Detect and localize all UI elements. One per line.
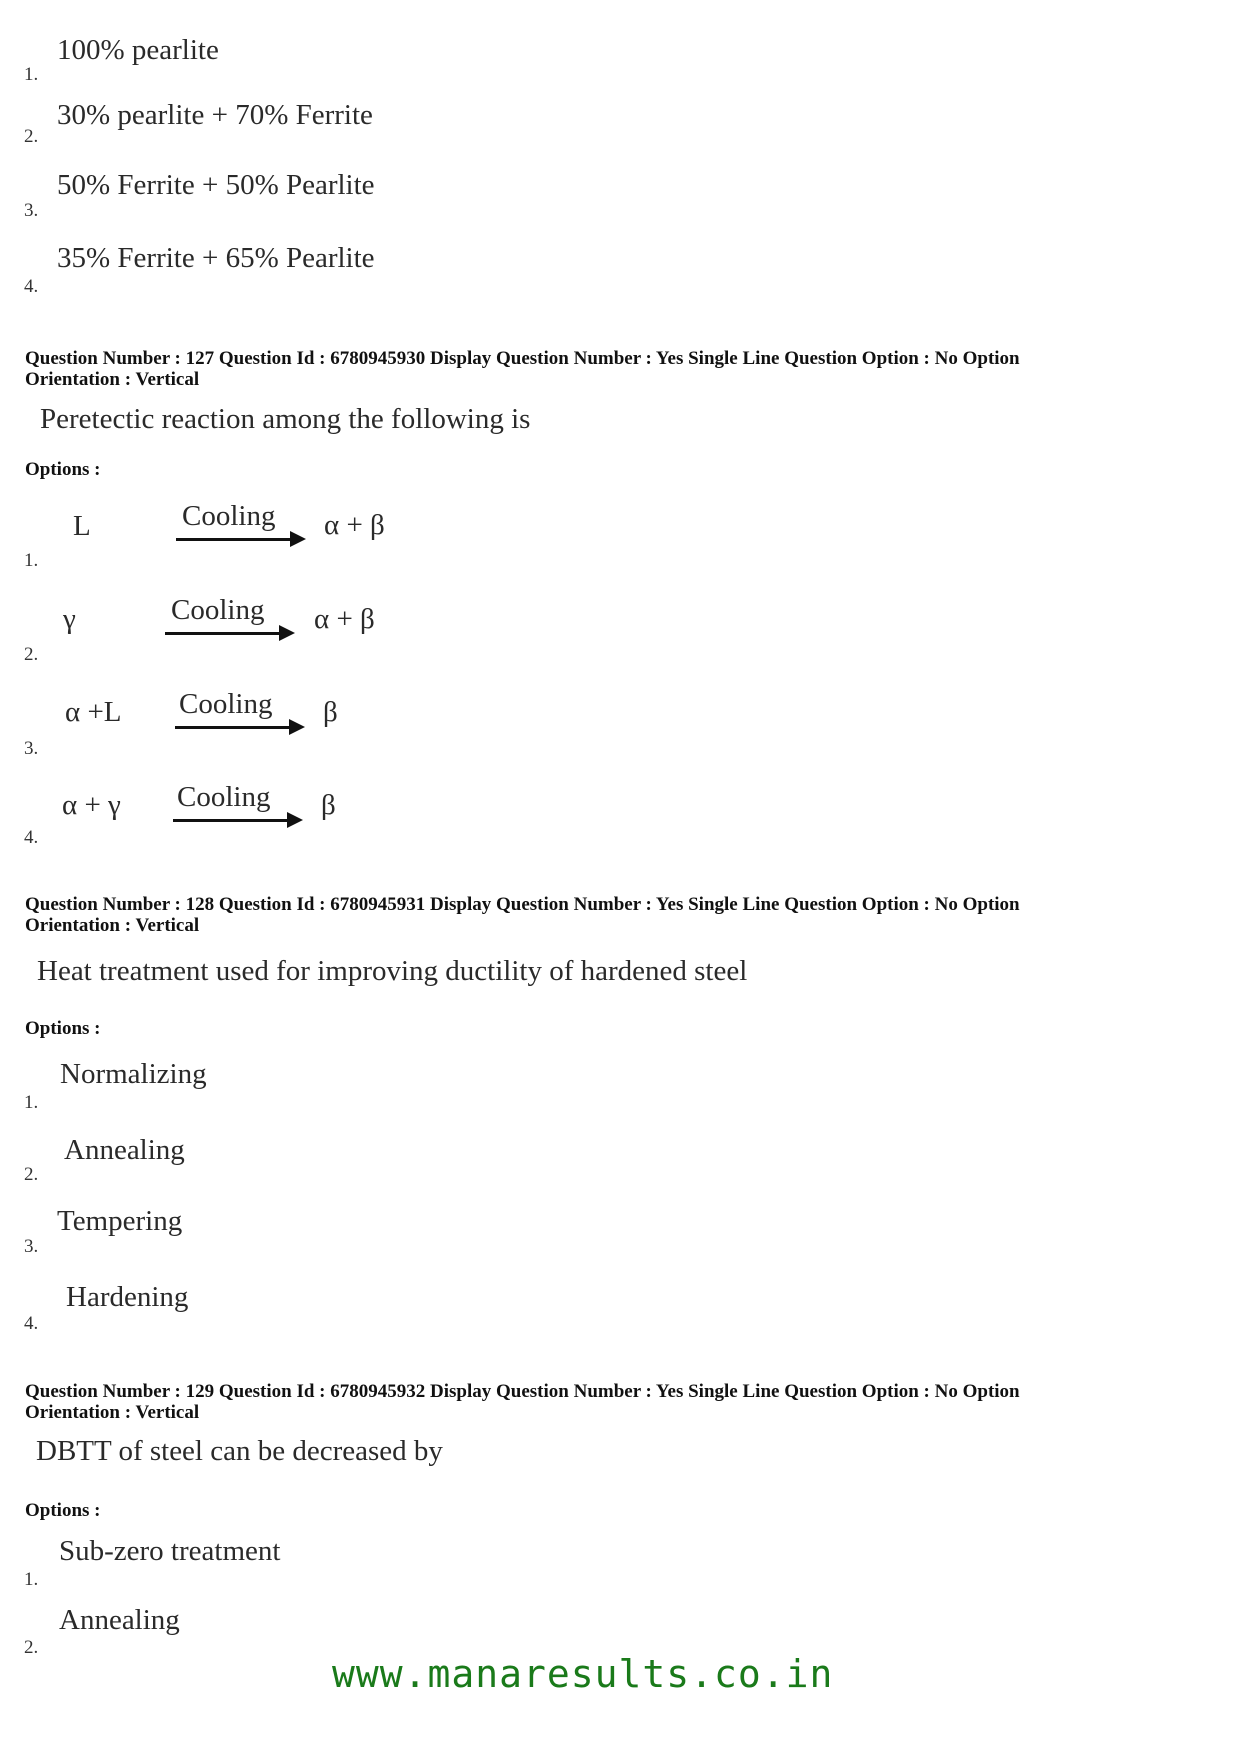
option-number: 1. — [24, 1092, 39, 1113]
option-number: 4. — [24, 276, 39, 297]
option-text: 50% Ferrite + 50% Pearlite — [57, 169, 375, 201]
option-number: 4. — [24, 1313, 39, 1334]
arrow-label: Cooling — [171, 594, 265, 626]
cooling-arrow — [173, 781, 303, 831]
option-text: Tempering — [57, 1205, 183, 1237]
cooling-arrow — [176, 500, 306, 550]
option-text: 30% pearlite + 70% Ferrite — [57, 99, 373, 131]
question-meta: Question Number : 128 Question Id : 6780945931 Display Question Number : Yes Single Line Question Option : No Option — [25, 894, 1020, 915]
arrow-head-icon — [279, 625, 295, 641]
question-text: DBTT of steel can be decreased by — [36, 1435, 443, 1467]
question-meta-orientation: Orientation : Vertical — [25, 369, 200, 390]
cooling-arrow — [165, 594, 295, 644]
option-text: 35% Ferrite + 65% Pearlite — [57, 242, 375, 274]
reaction-reactant: α +L — [65, 696, 122, 728]
question-meta: Question Number : 129 Question Id : 6780945932 Display Question Number : Yes Single Line Question Option : No Option — [25, 1381, 1020, 1402]
options-label: Options : — [25, 459, 101, 480]
option-number: 3. — [24, 738, 39, 759]
option-number: 3. — [24, 1236, 39, 1257]
arrow-line — [165, 632, 281, 635]
reaction-product: β — [321, 789, 336, 821]
option-number: 4. — [24, 827, 39, 848]
arrow-head-icon — [287, 812, 303, 828]
reaction-reactant: γ — [63, 603, 76, 635]
question-meta: Question Number : 127 Question Id : 6780945930 Display Question Number : Yes Single Line Question Option : No Option — [25, 348, 1020, 369]
arrow-line — [175, 726, 291, 729]
options-label: Options : — [25, 1500, 101, 1521]
option-number: 1. — [24, 1569, 39, 1590]
option-number: 1. — [24, 550, 39, 571]
arrow-line — [176, 538, 292, 541]
arrow-head-icon — [290, 531, 306, 547]
question-text: Heat treatment used for improving ductility of hardened steel — [37, 955, 748, 987]
option-text: Hardening — [66, 1281, 189, 1313]
option-text: Annealing — [64, 1134, 185, 1166]
option-text: Normalizing — [60, 1058, 207, 1090]
reaction-reactant: α + γ — [62, 789, 121, 821]
footer-url: www.manaresults.co.in — [332, 1652, 834, 1696]
reaction-product: β — [323, 696, 338, 728]
options-label: Options : — [25, 1018, 101, 1039]
arrow-head-icon — [289, 719, 305, 735]
reaction-product: α + β — [314, 603, 375, 635]
arrow-label: Cooling — [179, 688, 273, 720]
option-number: 2. — [24, 1637, 39, 1658]
option-text: Sub-zero treatment — [59, 1535, 281, 1567]
option-number: 2. — [24, 126, 39, 147]
arrow-label: Cooling — [177, 781, 271, 813]
option-number: 1. — [24, 64, 39, 85]
option-number: 3. — [24, 200, 39, 221]
cooling-arrow — [175, 688, 305, 738]
arrow-label: Cooling — [182, 500, 276, 532]
option-number: 2. — [24, 644, 39, 665]
arrow-line — [173, 819, 289, 822]
question-text: Peretectic reaction among the following is — [40, 403, 531, 435]
question-meta-orientation: Orientation : Vertical — [25, 1402, 200, 1423]
option-text: Annealing — [59, 1604, 180, 1636]
reaction-reactant: L — [73, 510, 91, 542]
option-text: 100% pearlite — [57, 34, 219, 66]
question-meta-orientation: Orientation : Vertical — [25, 915, 200, 936]
reaction-product: α + β — [324, 509, 385, 541]
option-number: 2. — [24, 1164, 39, 1185]
